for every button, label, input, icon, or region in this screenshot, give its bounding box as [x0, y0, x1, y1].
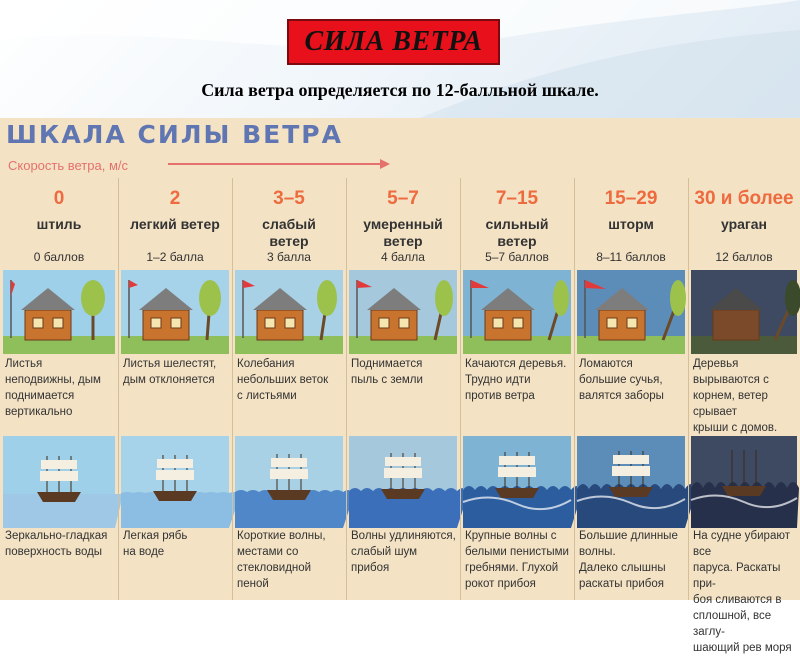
house-illustration: [349, 270, 457, 354]
ship-illustration: [577, 436, 685, 528]
land-description: Деревья вырываются с корнем, ветер срывает крыши с домов.: [693, 358, 778, 434]
scale-column: [346, 178, 460, 600]
wind-points: 5–7 баллов: [485, 250, 549, 264]
wind-category-name: ураган: [720, 216, 767, 232]
wind-category-name: слабый ветер: [262, 216, 316, 249]
column-divider: [688, 178, 689, 600]
house-illustration: [3, 270, 115, 354]
sea-description: Волны удлиняются, слабый шум прибоя: [351, 530, 456, 574]
scale-column: [0, 178, 118, 600]
wind-speed-value: 30 и более: [694, 188, 794, 209]
wind-points: 1–2 балла: [146, 250, 204, 264]
wind-category-name: умеренный ветер: [363, 216, 443, 249]
sea-description: Большие длинные волны. Далеко слышны раскаты прибоя: [579, 530, 678, 590]
scale-column: [460, 178, 574, 600]
wind-speed-value: 5–7: [387, 188, 419, 209]
wind-speed-value: 2: [169, 188, 181, 209]
land-description: Листья неподвижны, дым поднимается вертикально: [5, 358, 101, 418]
house-illustration: [463, 270, 571, 354]
ship-illustration: [349, 436, 457, 528]
wind-speed-value: 15–29: [604, 188, 658, 209]
ship-illustration: [3, 436, 115, 528]
sea-description: Крупные волны с белыми пенистыми гребнями. Глухой рокот прибоя: [465, 530, 569, 590]
slide-title-box: [287, 19, 500, 65]
speed-label: Скорость ветра, м/с: [8, 158, 128, 173]
sea-description: На судне убирают все паруса. Раскаты при- боя сливаются в сплошной, все заглу- шающий рев моря: [693, 530, 792, 654]
house-illustration: [121, 270, 229, 354]
column-divider: [232, 178, 233, 600]
scale-column: [232, 178, 346, 600]
column-divider: [346, 178, 347, 600]
scale-column: [118, 178, 232, 600]
scale-column: [688, 178, 800, 654]
wind-category-name: шторм: [608, 216, 654, 232]
column-divider: [460, 178, 461, 600]
wind-category-name: сильный ветер: [485, 216, 549, 249]
house-illustration: [577, 270, 685, 354]
sea-description: Легкая рябь на воде: [123, 530, 188, 558]
sea-description: Зеркально-гладкая поверхность воды: [5, 530, 108, 558]
ship-illustration: [691, 436, 797, 528]
land-description: Ломаются большие сучья, валятся заборы: [579, 358, 664, 402]
wind-points: 0 баллов: [33, 250, 85, 264]
wind-points: 8–11 баллов: [596, 250, 666, 264]
ship-illustration: [121, 436, 229, 528]
ship-illustration: [463, 436, 571, 528]
wind-speed-value: 0: [53, 188, 65, 209]
house-illustration: [235, 270, 343, 354]
land-description: Колебания небольших веток с листьями: [237, 358, 329, 402]
scale-title: ШКАЛА СИЛЫ ВЕТРА: [6, 120, 343, 149]
wind-points: 12 баллов: [715, 250, 773, 264]
wind-category-name: легкий ветер: [130, 216, 220, 232]
ship-illustration: [235, 436, 343, 528]
wind-speed-value: 7–15: [495, 188, 539, 209]
slide-title: СИЛА ВЕТРА: [304, 26, 483, 57]
sea-description: Короткие волны, местами со стекловидной пеной: [237, 530, 326, 590]
land-description: Листья шелестят, дым отклоняется: [123, 358, 217, 386]
wind-speed-value: 3–5: [273, 188, 305, 209]
column-divider: [574, 178, 575, 600]
land-description: Качаются деревья. Трудно идти против ветра: [465, 358, 567, 402]
house-illustration: [691, 270, 797, 354]
wind-points: 4 балла: [381, 250, 425, 264]
wind-scale-panel: [0, 118, 800, 654]
slide-subtitle: Сила ветра определяется по 12-балльной шкале.: [201, 80, 599, 100]
column-divider: [118, 178, 119, 600]
scale-column: [574, 178, 688, 600]
wind-points: 3 балла: [267, 250, 311, 264]
speed-arrow-icon: [168, 158, 390, 170]
land-description: Поднимается пыль с земли: [351, 358, 423, 386]
wind-category-name: штиль: [36, 216, 82, 232]
